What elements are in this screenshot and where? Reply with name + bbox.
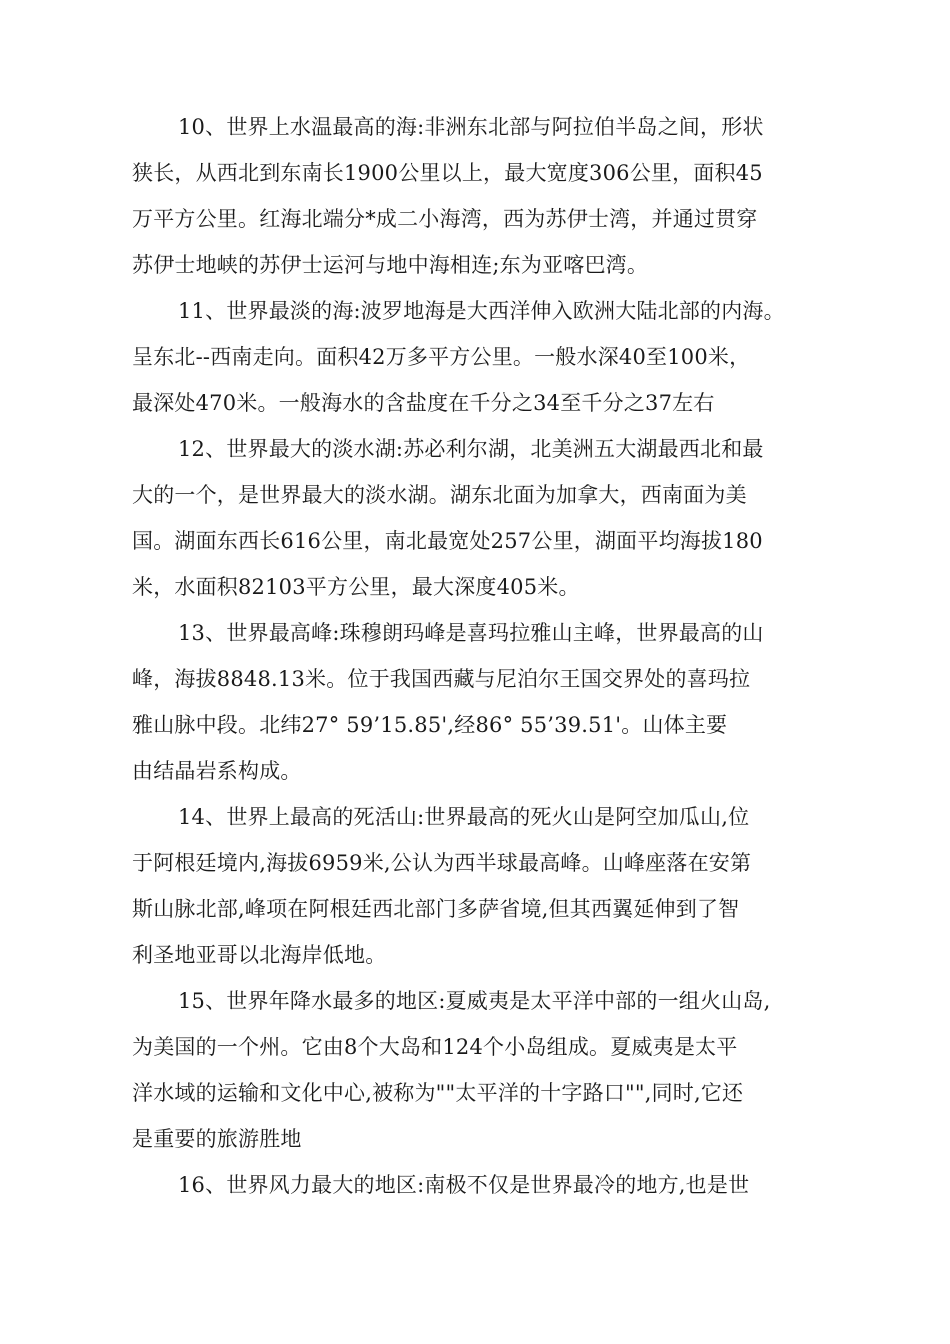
text-line: 万平方公里。红海北端分*成二小海湾，西为苏伊士湾，并通过贯穿 — [132, 207, 758, 231]
text-line: 于阿根廷境内,海拔6959米,公认为西半球最高峰。山峰座落在安第 — [132, 851, 752, 875]
paragraph-16-windiest-region — [132, 1162, 832, 1208]
text-line: 呈东北--西南走向。面积42万多平方公里。一般水深40至100米， — [132, 345, 751, 369]
text-line: 苏伊士地峡的苏伊士运河与地中海相连;东为亚喀巴湾。 — [132, 253, 649, 277]
text-line: 是重要的旅游胜地 — [132, 1127, 302, 1151]
text-line: 14、世界上最高的死活山:世界最高的死火山是阿空加瓜山,位 — [178, 805, 750, 829]
text-line: 狭长，从西北到东南长1900公里以上，最大宽度306公里，面积45 — [132, 161, 763, 185]
text-line: 为美国的一个州。它由8个大岛和124个小岛组成。夏威夷是太平 — [132, 1035, 738, 1059]
text-line: 11、世界最淡的海:波罗地海是大西洋伸入欧洲大陆北部的内海。 — [178, 299, 785, 323]
text-line: 洋水域的运输和文化中心,被称为""太平洋的十字路口"",同时,它还 — [132, 1081, 744, 1105]
paragraph-14-highest-volcano — [132, 794, 832, 978]
paragraph-12-largest-freshwater-lake — [132, 426, 832, 610]
text-line: 利圣地亚哥以北海岸低地。 — [132, 943, 387, 967]
text-line: 峰，海拔8848.13米。位于我国西藏与尼泊尔王国交界处的喜玛拉 — [132, 667, 751, 691]
document-body — [132, 104, 832, 1208]
paragraph-10-hottest-sea — [132, 104, 832, 288]
text-line: 最深处470米。一般海水的含盐度在千分之34至千分之37左右 — [132, 391, 715, 415]
paragraph-11-least-salty-sea — [132, 288, 832, 426]
text-line: 由结晶岩系构成。 — [132, 759, 302, 783]
text-line: 大的一个，是世界最大的淡水湖。湖东北面为加拿大，西南面为美 — [132, 483, 747, 507]
paragraph-15-most-rainfall — [132, 978, 832, 1162]
text-line: 斯山脉北部,峰项在阿根廷西北部门多萨省境,但其西翼延伸到了智 — [132, 897, 740, 921]
text-line: 16、世界风力最大的地区:南极不仅是世界最冷的地方,也是世 — [178, 1173, 750, 1197]
text-line: 13、世界最高峰:珠穆朗玛峰是喜玛拉雅山主峰，世界最高的山 — [178, 621, 764, 645]
text-line: 雅山脉中段。北纬27° 59’15.85',经86° 55’39.51'。山体主要 — [132, 713, 728, 737]
text-line: 10、世界上水温最高的海:非洲东北部与阿拉伯半岛之间，形状 — [178, 115, 764, 139]
text-line: 国。湖面东西长616公里，南北最宽处257公里，湖面平均海拔180 — [132, 529, 763, 553]
text-line: 15、世界年降水最多的地区:夏威夷是太平洋中部的一组火山岛, — [178, 989, 771, 1013]
text-line: 12、世界最大的淡水湖:苏必利尔湖，北美洲五大湖最西北和最 — [178, 437, 764, 461]
paragraph-13-highest-peak — [132, 610, 832, 794]
text-line: 米，水面积82103平方公里，最大深度405米。 — [132, 575, 580, 599]
